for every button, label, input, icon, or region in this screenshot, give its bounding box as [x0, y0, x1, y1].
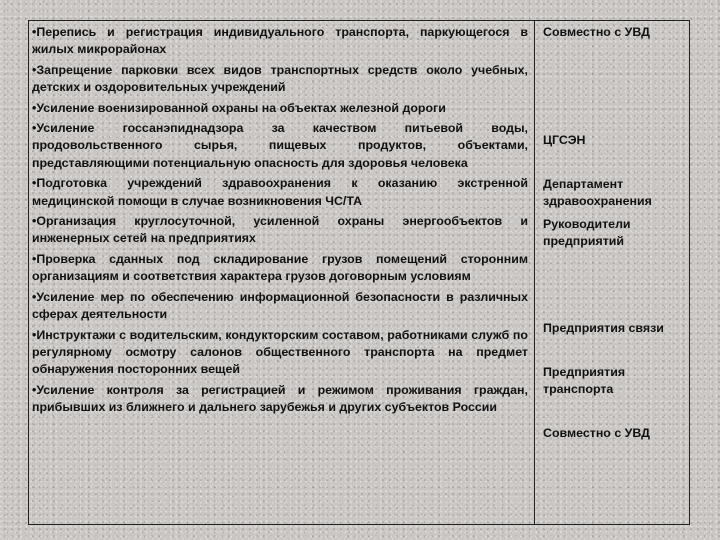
- measure-item: •Усиление госсанэпиднадзора за качеством питьевой воды, продовольственного сырья, пищевых продуктов, объектами, представляющими потенциальную опасность для здоровья человека: [32, 121, 528, 170]
- measure-item: •Перепись и регистрация индивидуального транспорта, паркующегося в жилых микрорайонах: [32, 25, 528, 57]
- responsible-item: Предприятия транспорта: [543, 365, 626, 397]
- responsible-column: [535, 21, 689, 524]
- responsible-item: Департамент здравоохранения: [543, 177, 652, 209]
- measure-item: •Проверка сданных под складирование грузов помещений сторонним организациям и соответствия характера грузов договорным условиям: [32, 251, 528, 284]
- measure-item: •Подготовка учреждений здравоохранения к оказанию экстренной медицинской помощи в случае возникновения ЧС/ТА: [32, 176, 528, 208]
- measure-item: •Усиление военизированной охраны на объектах железной дороги: [32, 100, 446, 115]
- responsible-item: Руководители предприятий: [543, 217, 631, 249]
- responsible-item: Совместно с УВД: [543, 25, 650, 39]
- measure-item: •Усиление мер по обеспечению информационной безопасности в различных сферах деятельности: [32, 289, 528, 322]
- measure-item: •Организация круглосуточной, усиленной охраны энергообъектов и инженерных сетей на предприятиях: [32, 214, 528, 246]
- measure-item: •Усиление контроля за регистрацией и режимом проживания граждан, прибывших из ближнего и дальнего зарубежья и других субъектов России: [32, 382, 528, 415]
- responsible-item: Предприятия связи: [543, 321, 664, 335]
- responsible-item: Совместно с УВД: [543, 426, 650, 440]
- responsible-item: ЦГСЭН: [543, 133, 586, 147]
- measures-table: [28, 20, 690, 525]
- measure-item: •Инструктажи с водительским, кондукторским составом, работниками служб по регулярному осмотру салонов общественного транспорта на предмет обнаружения посторонних вещей: [32, 327, 528, 377]
- measures-column: [29, 21, 535, 524]
- measure-item: •Запрещение парковки всех видов транспортных средств около учебных, детских и оздоровительных учреждений: [32, 62, 528, 95]
